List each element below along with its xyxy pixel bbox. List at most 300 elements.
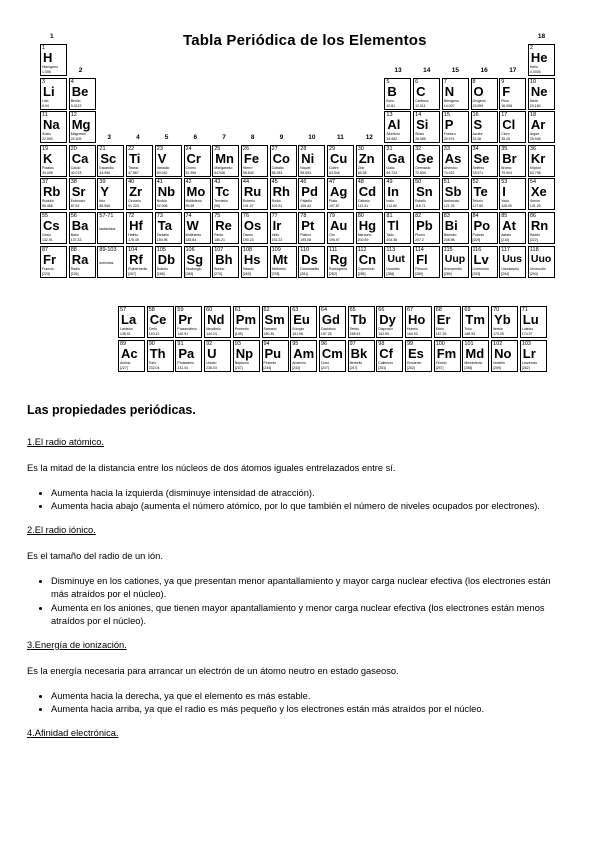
list-item: • Aumenta hacia abajo (aumenta el número atómico, por lo que también el número de niveles ocupados por electrones).	[51, 500, 567, 514]
element-name: Yodo	[501, 199, 510, 204]
element-cell-bh	[212, 246, 239, 278]
atomic-mass: 238.03	[206, 365, 217, 370]
element-symbol: Bk	[350, 345, 368, 361]
element-name: Azufre	[472, 132, 483, 137]
group-label: 18	[537, 33, 546, 40]
atomic-mass: 47.867	[128, 170, 139, 175]
list-item: • Disminuye en los cationes, ya que presentan menor apantallamiento y mayor carga nuclear efectiva (los electrones están más atraídos por el núcleo).	[51, 575, 567, 602]
element-symbol: B	[387, 83, 397, 99]
atomic-number: 69	[464, 307, 471, 313]
element-symbol: V	[157, 150, 167, 166]
element-name: Tulio	[464, 327, 472, 331]
atomic-mass: 167.26	[435, 332, 447, 336]
atomic-number: 41	[156, 179, 163, 186]
element-cell-zr	[126, 178, 153, 210]
element-symbol: Sr	[71, 184, 86, 200]
element-cell-pt	[298, 212, 325, 244]
element-cell-ar	[528, 111, 555, 143]
element-cell-sb	[442, 178, 469, 210]
element-cell-yb	[491, 306, 518, 338]
element-name: Ununoctio	[529, 266, 546, 271]
element-cell-pd	[298, 178, 325, 210]
element-name: Francio	[42, 266, 54, 271]
element-symbol: Rn	[530, 218, 549, 233]
element-cell-f	[499, 78, 526, 110]
group-label: 8	[250, 133, 255, 141]
element-symbol: Mn	[215, 150, 234, 166]
atomic-number: 79	[329, 213, 336, 219]
atomic-mass: [247]	[320, 365, 329, 370]
element-symbol: Ta	[157, 218, 173, 233]
element-symbol: Zn	[358, 150, 375, 166]
element-cell-ti	[126, 145, 153, 177]
element-name: Niobio	[156, 199, 167, 204]
atomic-number: 44	[242, 179, 250, 186]
element-cell-pu	[262, 340, 289, 372]
atomic-mass: 158.93	[349, 332, 361, 336]
element-cell-co	[270, 145, 297, 177]
atomic-number: 100	[435, 340, 445, 347]
atomic-mass: 39.948	[529, 137, 541, 142]
atomic-number: 70	[493, 307, 500, 313]
atomic-number: 42	[185, 179, 192, 186]
group-label: 4	[136, 133, 140, 141]
element-cell-ra	[69, 246, 96, 278]
atomic-mass: 102.91	[271, 204, 283, 209]
element-cell-lr	[520, 340, 547, 372]
atomic-number: 75	[214, 213, 221, 219]
element-name: Molibdeno	[185, 199, 202, 204]
element-symbol: Cd	[358, 184, 377, 200]
atomic-number: 43	[214, 179, 221, 186]
atomic-mass: [286]	[386, 271, 395, 276]
atomic-mass: 85.468	[42, 204, 53, 209]
element-name: Neodimio	[206, 327, 221, 331]
element-symbol: O	[473, 83, 484, 99]
element-cell-li	[40, 78, 67, 110]
element-cell-o	[471, 78, 498, 110]
atomic-mass: 91.224	[128, 204, 139, 209]
element-cell-fr	[40, 246, 67, 278]
element-symbol: Pd	[301, 184, 318, 200]
element-name: Cerio	[148, 327, 158, 331]
element-name: Berkelio	[349, 360, 363, 365]
atomic-number: 91	[177, 340, 184, 347]
atomic-number: 90	[148, 340, 155, 347]
element-cell-ho	[405, 306, 432, 338]
element-name: Meitnerio	[271, 266, 286, 271]
atomic-mass: 137.33	[70, 238, 82, 242]
atomic-mass: 196.97	[329, 238, 340, 242]
atomic-mass: 151.96	[292, 332, 303, 336]
atomic-number: 27	[271, 145, 278, 152]
atomic-number: 40	[128, 179, 135, 186]
atomic-number: 16	[472, 112, 479, 119]
element-symbol: Rh	[272, 184, 290, 200]
element-name: Silicio	[415, 132, 425, 137]
atomic-mass: 6.94	[42, 103, 49, 108]
atomic-mass: 28.085	[415, 137, 426, 142]
atomic-number: 60	[206, 307, 213, 313]
atomic-mass: [285]	[357, 271, 366, 276]
element-cell-ne	[528, 78, 555, 110]
element-name: Litio	[42, 98, 49, 103]
atomic-mass: 22.990	[42, 137, 53, 142]
element-symbol: Am	[293, 345, 315, 361]
atomic-mass: [269]	[185, 271, 194, 276]
atomic-number: 101	[464, 340, 474, 347]
element-cell-hf	[126, 212, 153, 244]
element-name: Paladio	[300, 199, 312, 204]
element-name: Gadolinio	[320, 327, 336, 331]
element-symbol: Uup	[444, 252, 466, 265]
element-name: Rutenio	[242, 199, 255, 204]
element-name: Darmstadtio	[300, 266, 320, 271]
element-symbol: Ag	[330, 184, 348, 200]
periodic-table	[0, 0, 600, 400]
element-name: Bario	[70, 233, 79, 237]
atomic-number: 50	[415, 179, 422, 186]
atomic-mass: 20.180	[529, 103, 541, 108]
atomic-number: 62	[263, 307, 270, 313]
element-symbol: Db	[157, 251, 176, 267]
atomic-number: 25	[214, 145, 221, 152]
element-name: Osmio	[242, 233, 254, 237]
element-cell-pm	[233, 306, 260, 338]
atomic-number: 9	[501, 78, 505, 85]
atomic-number: 13	[386, 112, 393, 119]
group-label: 17	[509, 66, 517, 74]
element-cell-fl	[413, 246, 440, 278]
atomic-number: 59	[177, 307, 184, 313]
element-symbol: Tm	[465, 312, 485, 327]
element-cell-mo	[184, 178, 211, 210]
element-cell-ru	[241, 178, 268, 210]
atomic-number: 65	[349, 307, 356, 313]
element-cell-ce	[147, 306, 174, 338]
element-cell-bi	[442, 212, 469, 244]
element-name: Uranio	[206, 360, 217, 365]
atomic-number: 72	[128, 213, 135, 219]
element-cell-cs	[40, 212, 67, 244]
element-cell-uus	[499, 246, 526, 278]
element-cell-si	[413, 111, 440, 143]
element-symbol: Pm	[235, 312, 257, 327]
element-cell-in	[384, 178, 411, 210]
atomic-mass: [278]	[271, 271, 280, 276]
atomic-number: 94	[263, 340, 270, 347]
atomic-mass: 192.22	[271, 238, 283, 242]
atomic-mass: 58.933	[271, 170, 283, 175]
atomic-number: 1	[42, 45, 46, 51]
list-item: • Aumenta hacia la derecha, ya que el elemento es más estable.	[51, 690, 567, 704]
element-symbol: Cs	[43, 218, 60, 233]
element-cell-at	[499, 212, 526, 244]
atomic-number: 51	[443, 179, 450, 186]
element-symbol: Np	[235, 345, 254, 361]
element-symbol: Cf	[379, 345, 394, 361]
atomic-number: 5	[386, 78, 390, 85]
element-symbol: Es	[408, 345, 424, 361]
atomic-number: 76	[242, 213, 250, 219]
atomic-number: 48	[357, 179, 364, 186]
atomic-number: 18	[529, 112, 537, 119]
atomic-mass: 132.91	[42, 238, 53, 242]
atomic-mass: [227]	[120, 365, 128, 370]
table-title: Tabla Periódica de los Elementos	[183, 32, 427, 49]
atomic-number: 22	[128, 145, 135, 152]
element-cell-nd	[204, 306, 231, 338]
element-cell-db	[155, 246, 182, 278]
element-name: Argón	[529, 132, 540, 137]
element-symbol: Fr	[43, 251, 56, 267]
element-cell-cd	[356, 178, 383, 210]
element-cell-nb	[155, 178, 182, 210]
atomic-mass: 95.95	[185, 204, 195, 209]
element-cell-os	[241, 212, 268, 244]
element-symbol: Y	[100, 184, 110, 200]
element-symbol: Fl	[416, 251, 428, 267]
element-cell-zn	[356, 145, 383, 177]
element-cell-na	[40, 111, 67, 143]
atomic-mass: 87.62	[70, 204, 80, 209]
element-name: Cromo	[185, 165, 197, 170]
atomic-number: 97	[349, 340, 356, 347]
element-symbol: Gd	[321, 312, 340, 327]
atomic-mass: 72.630	[415, 170, 426, 175]
element-symbol: Rg	[330, 251, 348, 267]
element-symbol: Sc	[100, 150, 117, 166]
element-name: Flúor	[501, 98, 510, 103]
atomic-number: 66	[378, 307, 385, 313]
atomic-mass: 12.011	[415, 103, 426, 108]
atomic-mass: 63.546	[329, 170, 340, 175]
atomic-number: 15	[443, 112, 450, 119]
atomic-number: 37	[42, 179, 49, 186]
element-symbol: Bi	[444, 218, 458, 233]
section-text: Es la mitad de la distancia entre los núcleos de dos átomos iguales entrelazados entre sí.	[27, 463, 396, 473]
element-name: Radón	[529, 233, 541, 237]
element-name: Antimonio	[443, 199, 460, 204]
element-symbol: At	[502, 218, 516, 233]
atomic-mass: 112.41	[357, 204, 369, 209]
atomic-mass: [209]	[472, 238, 481, 242]
element-name: Indio	[386, 199, 394, 204]
element-name: Rutherfordio	[128, 266, 148, 271]
atomic-mass: [226]	[70, 271, 79, 276]
element-symbol: Dy	[379, 312, 396, 327]
element-name: Ununtrio	[386, 266, 400, 271]
atomic-number: 74	[185, 213, 192, 219]
atomic-number: 39	[99, 179, 106, 186]
atomic-mass: 204.38	[386, 238, 398, 242]
element-cell-md	[462, 340, 489, 372]
element-cell-he	[528, 44, 555, 76]
atomic-mass: 4.0026	[529, 70, 541, 74]
element-name: Americio	[292, 360, 306, 365]
element-name: Neón	[529, 98, 539, 103]
element-name: Iridio	[271, 233, 280, 237]
atomic-mass: 121.76	[443, 204, 455, 209]
atomic-number: 4	[70, 78, 74, 85]
atomic-mass: [289]	[443, 271, 452, 276]
atomic-number: 116	[472, 246, 482, 253]
element-cell-gd	[319, 306, 346, 338]
atomic-mass: 107.87	[329, 204, 340, 209]
element-cell-sc	[97, 145, 124, 177]
element-symbol: Si	[416, 117, 429, 133]
element-cell-tl	[384, 212, 411, 244]
element-name: Astato	[501, 233, 512, 237]
atomic-mass: [252]	[407, 365, 415, 370]
element-name: Nobelio	[493, 360, 505, 365]
atomic-number: 98	[378, 340, 385, 347]
group-label: 12	[365, 133, 373, 141]
element-cell-kr	[528, 145, 555, 177]
atomic-mass: [293]	[472, 271, 481, 276]
element-cell-ag	[327, 178, 354, 210]
element-cell-lu	[520, 306, 547, 338]
atomic-number: 34	[472, 145, 479, 152]
element-symbol: Lv	[473, 251, 489, 267]
atomic-number: 61	[234, 307, 241, 313]
atomic-mass: 106.42	[300, 204, 312, 209]
section-title: 2.El radio iónico.	[27, 524, 96, 535]
element-symbol: Tl	[387, 218, 399, 233]
atomic-mass: 150.36	[263, 332, 275, 336]
element-name: Magnesio	[70, 132, 86, 137]
element-symbol: K	[43, 150, 53, 166]
element-cell-al	[384, 111, 411, 143]
element-name: Escandio	[99, 165, 114, 170]
element-cell-es	[405, 340, 432, 372]
atomic-mass: [267]	[128, 271, 136, 276]
element-name: Itrio	[99, 199, 106, 204]
element-name: Platino	[300, 233, 311, 237]
atomic-number: 67	[407, 307, 414, 313]
atomic-number: 33	[443, 145, 450, 152]
atomic-number: 109	[271, 246, 281, 253]
atomic-number: 92	[206, 340, 213, 347]
atomic-mass: 32.06	[472, 137, 482, 142]
element-symbol: Yb	[494, 312, 511, 327]
element-name: Radio	[70, 266, 80, 271]
atomic-number: 78	[300, 213, 307, 219]
atomic-mass: [262]	[521, 365, 530, 370]
element-cell-tm	[462, 306, 489, 338]
element-symbol: Li	[43, 83, 55, 99]
group-label: 9	[279, 133, 284, 141]
element-symbol: Sn	[416, 184, 433, 200]
element-cell-be	[69, 78, 96, 110]
atomic-number: 49	[386, 179, 393, 186]
atomic-number: 106	[185, 246, 195, 253]
element-symbol: Mo	[186, 184, 206, 200]
element-name: Manganeso	[214, 165, 233, 170]
atomic-number: 104	[128, 246, 138, 253]
atomic-number: 24	[185, 145, 192, 152]
group-label: 10	[308, 133, 316, 141]
atomic-number: 85	[501, 213, 508, 219]
atomic-number: 7	[443, 78, 447, 85]
element-name: Neptunio	[234, 360, 249, 365]
atomic-mass: [145]	[234, 332, 243, 336]
element-symbol: Po	[473, 218, 491, 233]
group-label: 14	[423, 66, 431, 74]
element-cell-s	[471, 111, 498, 143]
atomic-number: 57	[120, 307, 127, 313]
element-symbol: Er	[436, 312, 451, 327]
element-cell-b	[384, 78, 411, 110]
element-name: Talio	[386, 233, 394, 237]
element-cell-rf	[126, 246, 153, 278]
element-symbol: Pb	[416, 218, 433, 233]
atomic-mass: 44.956	[99, 170, 111, 175]
atomic-mass: 40.078	[70, 170, 82, 175]
element-cell-no	[491, 340, 518, 372]
element-symbol: F	[502, 83, 511, 99]
atomic-mass: 18.998	[501, 103, 512, 108]
element-cell-ge	[413, 145, 440, 177]
atomic-number: 95	[292, 340, 299, 347]
element-symbol: N	[444, 83, 455, 99]
element-symbol: Hf	[129, 218, 143, 233]
element-symbol: Tc	[215, 184, 230, 200]
atomic-number: 53	[501, 179, 508, 186]
element-name: Erbio	[435, 327, 444, 331]
section-title: 3.Energía de ionización.	[27, 639, 127, 650]
atomic-number: 32	[415, 145, 422, 152]
atomic-number: 10	[529, 78, 537, 85]
element-name: Torio	[148, 360, 157, 365]
atomic-mass: 190.23	[242, 238, 254, 242]
atomic-number: 58	[148, 307, 155, 313]
element-name: Cloro	[501, 132, 510, 137]
atomic-mass: 208.98	[443, 238, 455, 242]
atomic-mass: [281]	[300, 271, 309, 276]
atomic-mass: 138.91	[120, 332, 131, 336]
section-text: Es la energía necesaria para arrancar un electrón de un átomo neutro en estado gaseoso.	[27, 666, 399, 676]
element-symbol: No	[494, 345, 512, 361]
series-range: 89-103	[99, 246, 117, 253]
atomic-mass: 232.04	[148, 365, 160, 370]
element-name: Mercurio	[357, 233, 372, 237]
document-body	[27, 404, 567, 740]
atomic-number: 3	[42, 78, 46, 85]
atomic-mass: 35.45	[501, 137, 510, 142]
element-name: Iterbio	[493, 327, 503, 331]
atomic-number: 11	[42, 112, 48, 119]
element-cell-lv	[471, 246, 498, 278]
atomic-number: 29	[329, 145, 336, 152]
atomic-number: 82	[415, 213, 422, 219]
element-symbol: Sb	[444, 184, 462, 200]
element-cell-bk	[348, 340, 375, 372]
element-cell-sn	[413, 178, 440, 210]
atomic-mass: 78.971	[472, 170, 484, 175]
element-symbol: Xe	[530, 184, 547, 200]
atomic-number: 86	[529, 213, 537, 219]
element-cell-sr	[69, 178, 96, 210]
element-symbol: Ba	[71, 218, 89, 233]
atomic-mass: 174.97	[521, 332, 533, 336]
element-name: Vanadio	[156, 165, 170, 170]
element-name: Tantalio	[156, 233, 169, 237]
element-symbol: H	[43, 50, 53, 65]
element-symbol: Sg	[186, 251, 204, 267]
element-name: Cadmio	[357, 199, 370, 204]
atomic-number: 103	[521, 340, 531, 347]
